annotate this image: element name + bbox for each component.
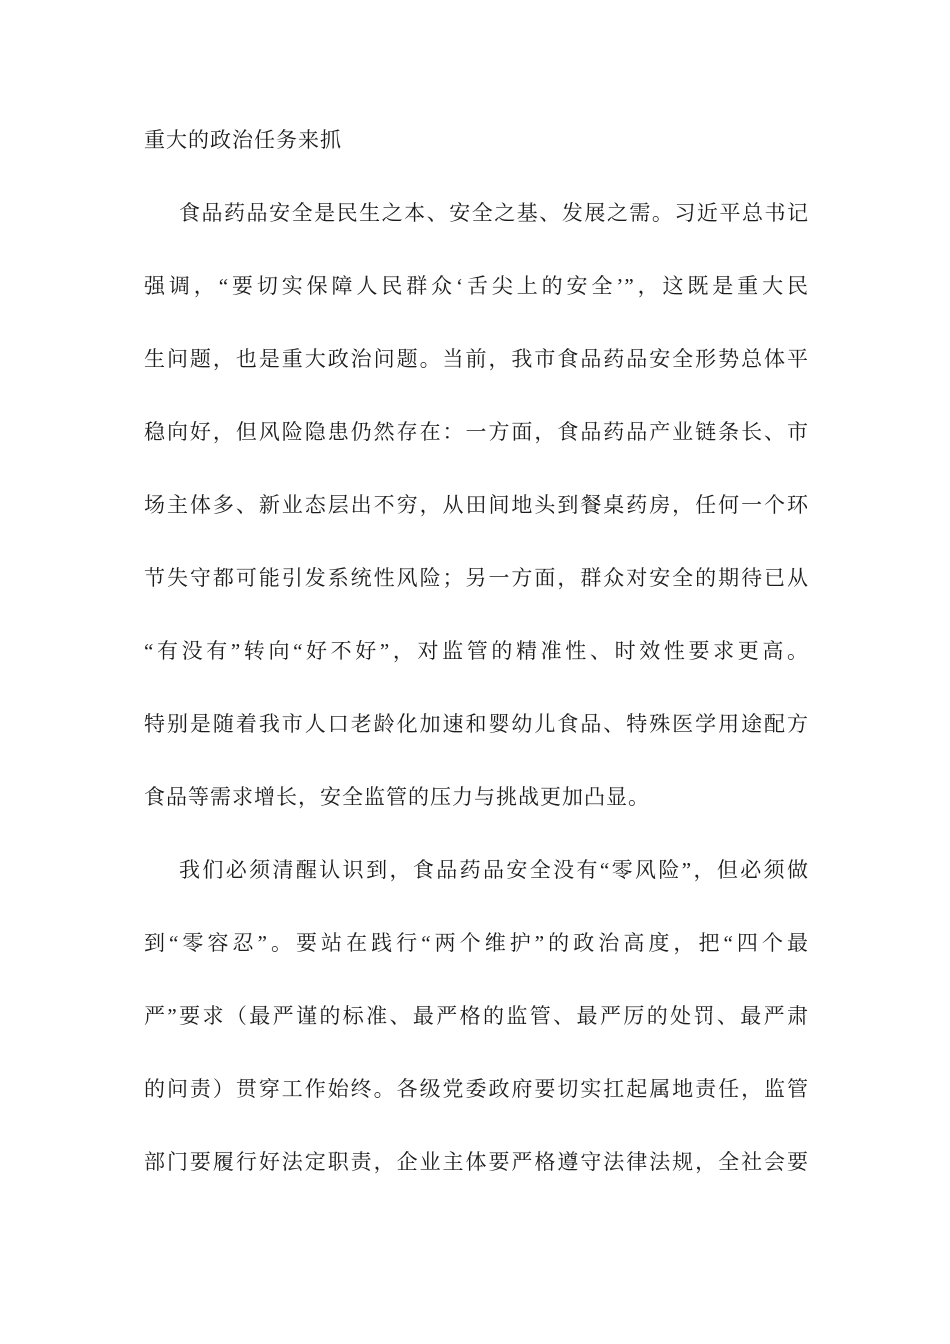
text-line: 我们必须清醒认识到，食品药品安全没有“零风险”，但必须做: [179, 858, 809, 882]
text-line: 食品药品安全是民生之本、安全之基、发展之需。习近平总书记: [179, 201, 809, 225]
text-line: 场主体多、新业态层出不穷，从田间地头到餐桌药房，任何一个环: [144, 493, 809, 517]
text-line: 强调，“要切实保障人民群众‘舌尖上的安全’”，这既是重大民: [144, 274, 809, 298]
text-line: 特别是随着我市人口老龄化加速和婴幼儿食品、特殊医学用途配方: [144, 712, 809, 736]
text-line: 部门要履行好法定职责，企业主体要严格遵守法律法规，全社会要: [144, 1150, 809, 1174]
text-line: 稳向好，但风险隐患仍然存在：一方面，食品药品产业链条长、市: [144, 420, 809, 444]
text-line: 严”要求（最严谨的标准、最严格的监管、最严厉的处罚、最严肃: [144, 1004, 809, 1028]
text-line: 的问责）贯穿工作始终。各级党委政府要切实扛起属地责任，监管: [144, 1077, 809, 1101]
text-line: “有没有”转向“好不好”，对监管的精准性、时效性要求更高。: [144, 639, 809, 663]
text-line: 重大的政治任务来抓: [144, 128, 342, 152]
text-line: 到“零容忍”。要站在践行“两个维护”的政治高度，把“四个最: [144, 931, 809, 955]
text-line: 生问题，也是重大政治问题。当前，我市食品药品安全形势总体平: [144, 347, 809, 371]
text-line: 节失守都可能引发系统性风险；另一方面，群众对安全的期待已从: [144, 566, 809, 590]
document-text-block: [144, 104, 809, 1199]
text-line: 食品等需求增长，安全监管的压力与挑战更加凸显。: [144, 785, 650, 809]
